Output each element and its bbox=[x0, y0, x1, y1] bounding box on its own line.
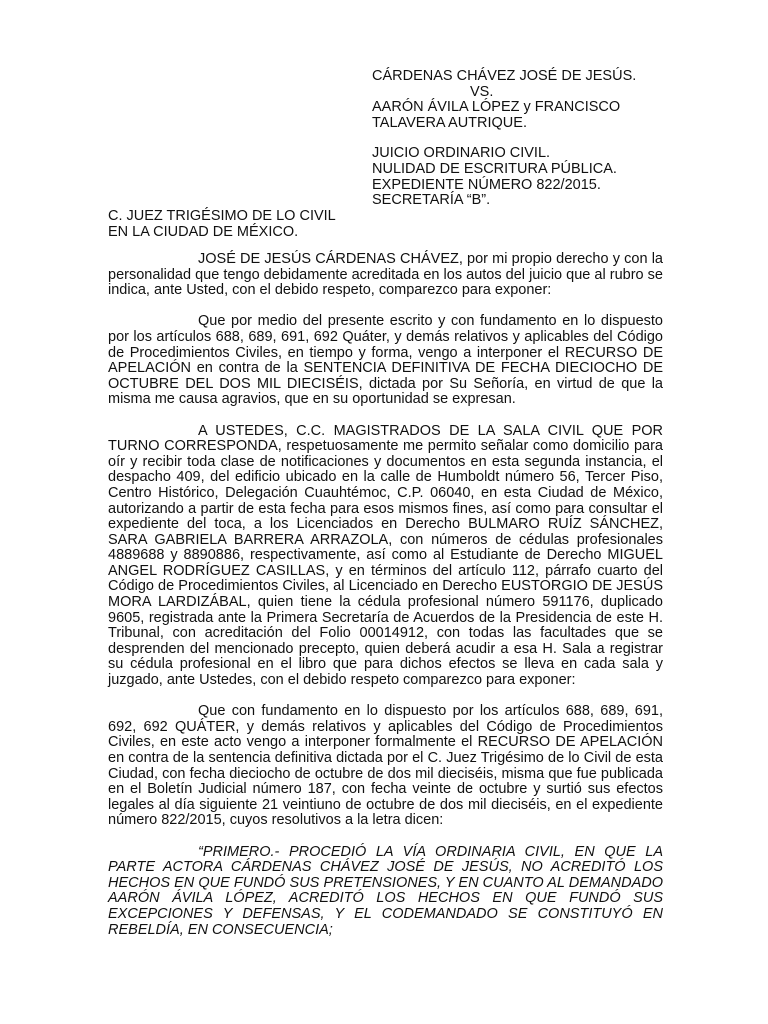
addressee-line1: C. JUEZ TRIGÉSIMO DE LO CIVIL bbox=[108, 208, 336, 224]
paragraph-quoted-resolution: “PRIMERO.- PROCEDIÓ LA VÍA ORDINARIA CIVIL, EN QUE LA PARTE ACTORA CÁRDENAS CHÁVEZ JOSÉ DE JESÚS, NO ACREDITÓ LOS HECHOS EN QUE FUNDÓ SUS PRETENSIONES, Y EN CUANTO AL DEMANDADO AARÓN ÁVILA LÓPEZ, ACREDITÓ LOS HECHOS EN QUE FUNDÓ SUS EXCEPCIONES Y DEFENSAS, Y EL CODEMANDADO SE CONSTITUYÓ EN REBELDÍA, EN CONSECUENCIA; bbox=[108, 843, 663, 938]
case-caption bbox=[372, 69, 672, 209]
addressee-block bbox=[108, 209, 336, 240]
caption-secretariat: SECRETARÍA “B”. bbox=[372, 192, 491, 209]
paragraph-appeal: Que por medio del presente escrito y con fundamento en lo dispuesto por los artículos 688, 689, 691, 692 Quáter, y demás relativos y aplicables del Código de Procedimientos Civiles, en tiempo y forma, vengo a interponer el RECURSO DE APELACIÓN en contra de la SENTENCIA DEFINITIVA DE FECHA DIECIOCHO DE OCTUBRE DEL DOS MIL DIECISÉIS, dictada por Su Señoría, en virtud de que la misma me causa agravios, que en su oportunidad se expresan. bbox=[108, 313, 663, 408]
caption-vs: VS. bbox=[470, 83, 494, 100]
document-body bbox=[108, 252, 663, 938]
caption-plaintiff: CÁRDENAS CHÁVEZ JOSÉ DE JESÚS. bbox=[372, 68, 637, 84]
caption-file-number: EXPEDIENTE NÚMERO 822/2015. bbox=[372, 176, 601, 193]
paragraph-domicile: A USTEDES, C.C. MAGISTRADOS DE LA SALA CIVIL QUE POR TURNO CORRESPONDA, respetuosamente me permito señalar como domicilio para oír y recibir toda clase de notificaciones y documentos en esta segunda instancia, el despacho 409, del edificio ubicado en la calle de Humboldt número 56, Tercer Piso, Centro Histórico, Delegación Cuauhtémoc, C.P. 06040, en esta Ciudad de México, autorizando a partir de esta fecha para esos mismos fines, así como para consultar el expediente del toca, a los Licenciados en Derecho BULMARO RUÍZ SÁNCHEZ, SARA GABRIELA BARRERA ARRAZOLA, con números de cédulas profesionales 4889688 y 8890886, respectivamente, así como al Estudiante de Derecho MIGUEL ANGEL RODRÍGUEZ CASILLAS, y en términos del artículo 112, párrafo cuarto del Código de Procedimientos Civiles, al Licenciado en Derecho EUSTORGIO DE JESÚS MORA LARDIZÁBAL, quien tiene la cédula profesional número 591176, duplicado 9605, registrada ante la Primera Secretaría de Acuerdos de la Presidencia de este H. Tribunal, con acreditación del Folio 00014912, con todas las facultades que se desprenden del mencionado precepto, quien deberá acudir a esa H. Sala a registrar su cédula profesional en el libro que para dichos efectos se lleva en cada sala y juzgado, ante Ustedes, con el debido respeto comparezco para exponer: bbox=[108, 422, 663, 689]
caption-defendants-line1: AARÓN ÁVILA LÓPEZ y FRANCISCO bbox=[372, 99, 621, 116]
caption-subject: NULIDAD DE ESCRITURA PÚBLICA. bbox=[372, 160, 617, 177]
caption-defendants-line2: TALAVERA AUTRIQUE. bbox=[372, 114, 527, 131]
caption-case-type: JUICIO ORDINARIO CIVIL. bbox=[372, 145, 551, 162]
paragraph-intro: JOSÉ DE JESÚS CÁRDENAS CHÁVEZ, por mi propio derecho y con la personalidad que tengo debidamente acreditada en los autos del juicio que al rubro se indica, ante Usted, con el debido respeto, comparezco para exponer: bbox=[108, 251, 663, 299]
paragraph-formal-appeal: Que con fundamento en lo dispuesto por los artículos 688, 689, 691, 692, 692 QUÁTER, y demás relativos y aplicables del Código de Procedimientos Civiles, en este acto vengo a interponer formalmente el RECURSO DE APELACIÓN en contra de la sentencia definitiva dictada por el C. Juez Trigésimo de lo Civil de esta Ciudad, con fecha dieciocho de octubre de dos mil dieciséis, misma que fue publicada en el Boletín Judicial número 187, con fecha veinte de octubre y surtió sus efectos legales al día siguiente 21 veintiuno de octubre de dos mil dieciséis, en el expediente número 822/2015, cuyos resolutivos a la letra dicen: bbox=[108, 703, 663, 829]
addressee-line2: EN LA CIUDAD DE MÉXICO. bbox=[108, 223, 299, 240]
